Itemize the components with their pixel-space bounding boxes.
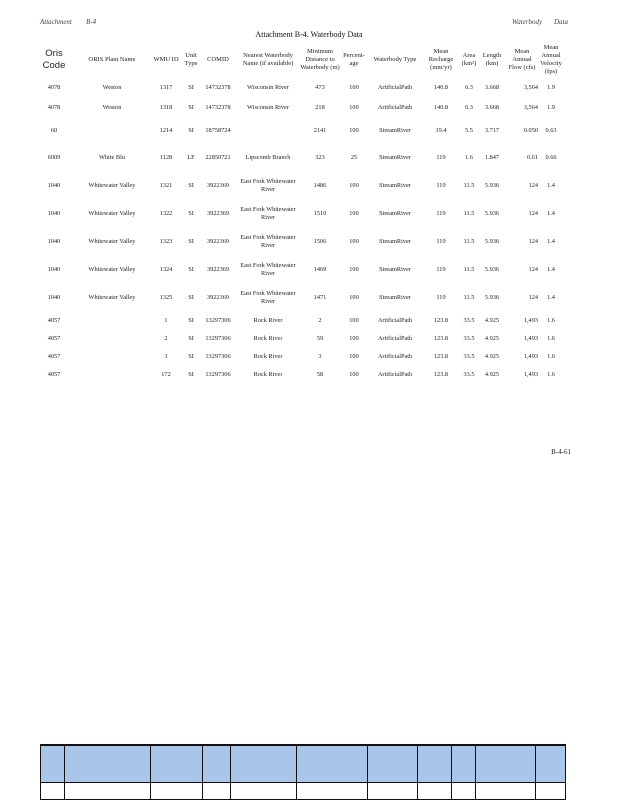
cell-comid: 13297306 [205, 353, 231, 360]
cell-min-distance: 473 [315, 84, 325, 91]
cell-min-distance: 1506 [313, 238, 327, 245]
col-mean-velocity: Mean Annual Velocity (fps) [540, 44, 562, 75]
col-mean-flow: Mean Annual Flow (cfs) [508, 48, 536, 71]
cell-mean-flow: 124 [528, 294, 538, 301]
cell-percentage: 100 [349, 182, 359, 189]
cell-area: 33.5 [463, 317, 475, 324]
cell-mean-flow: 1,493 [523, 353, 538, 360]
cell-wmu-id: 1 [164, 317, 168, 324]
cell-area: 1.6 [465, 154, 473, 161]
header-section-number: B-4 [86, 18, 97, 26]
cell-wmu-id: 1317 [159, 84, 173, 91]
cell-mean-flow: 124 [528, 210, 538, 217]
cell-mean-recharge: 119 [436, 154, 446, 161]
header-cell [297, 745, 367, 783]
cell-length: 4.925 [484, 353, 500, 360]
cell-area: 11.5 [463, 182, 475, 189]
cell-area: 11.5 [463, 238, 475, 245]
cell-mean-velocity: 1.4 [547, 182, 555, 189]
table-row [34, 228, 564, 256]
cell-comid: 3922369 [206, 294, 230, 301]
cell-area: 11.5 [463, 294, 475, 301]
cell-min-distance: 2141 [313, 127, 327, 134]
cell-mean-velocity: 1.4 [547, 266, 555, 273]
cell-length: 3.668 [484, 84, 500, 91]
cell-mean-recharge: 119 [436, 294, 446, 301]
cell-waterbody-type: StreamRiver [379, 210, 411, 217]
cell-unit-type: SI [188, 182, 194, 189]
cell-area: 11.5 [463, 210, 475, 217]
cell-min-distance: 3 [318, 353, 322, 360]
cell-mean-flow: 124 [528, 238, 538, 245]
table-row [34, 98, 564, 118]
cell-plant-name: Whitewater Valley [88, 210, 136, 217]
cell-percentage: 100 [349, 371, 359, 378]
cell-percentage: 100 [349, 266, 359, 273]
cell-min-distance: 1471 [313, 294, 327, 301]
next-table-header-row [41, 745, 566, 783]
table-cell [203, 783, 231, 800]
col-mean-recharge: Mean Recharge (mm/yr) [428, 48, 454, 71]
cell-length: 5.936 [484, 266, 500, 273]
cell-oris-code: 1040 [47, 210, 61, 217]
cell-mean-velocity: 1.6 [547, 335, 555, 342]
cell-wmu-id: 1323 [159, 238, 173, 245]
cell-unit-type: SI [188, 127, 194, 134]
cell-oris-code: 6009 [47, 154, 61, 161]
cell-nearest-waterbody: East Fork Whitewater River [240, 178, 296, 193]
cell-area: 5.5 [465, 127, 473, 134]
cell-nearest-waterbody: Rock River [253, 371, 283, 378]
table-row [34, 284, 564, 312]
cell-mean-recharge: 119 [436, 266, 446, 273]
cell-mean-flow: 124 [528, 266, 538, 273]
cell-length: 5.936 [484, 294, 500, 301]
page-title: Attachment B-4. Waterbody Data [255, 30, 363, 39]
cell-area: 11.5 [463, 266, 475, 273]
cell-waterbody-type: StreamRiver [379, 182, 411, 189]
cell-comid: 3922369 [206, 238, 230, 245]
cell-percentage: 100 [349, 294, 359, 301]
cell-wmu-id: 1321 [159, 182, 173, 189]
cell-nearest-waterbody: East Fork Whitewater River [240, 206, 296, 221]
cell-length: 1.847 [484, 154, 500, 161]
cell-length: 3.668 [484, 104, 500, 111]
cell-mean-recharge: 119 [436, 238, 446, 245]
cell-comid: 18758724 [205, 127, 231, 134]
col-percentage: Percent-age [343, 52, 365, 67]
cell-percentage: 100 [349, 317, 359, 324]
cell-plant-name: White Blu [98, 154, 126, 161]
cell-mean-flow: 1,493 [523, 371, 538, 378]
cell-comid: 13297306 [205, 335, 231, 342]
cell-mean-velocity: 1.6 [547, 317, 555, 324]
col-area: Area (km²) [461, 52, 477, 67]
table-row [34, 118, 564, 144]
cell-mean-flow: 3,564 [523, 84, 538, 91]
col-length: Length (km) [482, 52, 502, 67]
cell-waterbody-type: StreamRiver [379, 238, 411, 245]
table-row [34, 366, 564, 384]
table-row [34, 200, 564, 228]
table-cell [475, 783, 535, 800]
header-cell [475, 745, 535, 783]
cell-waterbody-type: ArtificialPath [377, 84, 413, 91]
cell-mean-recharge: 19.4 [435, 127, 447, 134]
col-plant-name: ORIS Plant Name [88, 56, 136, 63]
cell-comid: 3922369 [206, 266, 230, 273]
cell-nearest-waterbody: Rock River [253, 317, 283, 324]
cell-min-distance: 1486 [313, 182, 327, 189]
header-cell [151, 745, 203, 783]
cell-oris-code: 4057 [47, 335, 61, 342]
table-cell [65, 783, 151, 800]
table-cell [417, 783, 451, 800]
cell-plant-name: Whitewater Valley [88, 266, 136, 273]
cell-waterbody-type: ArtificialPath [377, 317, 413, 324]
cell-plant-name [74, 330, 150, 348]
cell-wmu-id: 172 [161, 371, 171, 378]
cell-mean-velocity: 1.9 [547, 104, 555, 111]
cell-mean-recharge: 123.8 [433, 335, 449, 342]
header-cell [65, 745, 151, 783]
cell-oris-code: 1040 [47, 238, 61, 245]
table-row [34, 312, 564, 330]
cell-area: 33.5 [463, 371, 475, 378]
table-cell [367, 783, 417, 800]
cell-length: 3.717 [484, 127, 500, 134]
cell-unit-type: SI [188, 266, 194, 273]
cell-mean-recharge: 140.8 [433, 104, 449, 111]
cell-mean-recharge: 123.8 [433, 371, 449, 378]
cell-unit-type: SI [188, 238, 194, 245]
cell-wmu-id: 3 [164, 353, 168, 360]
col-comid: COMID [207, 56, 229, 63]
header-cell [417, 745, 451, 783]
cell-wmu-id: 1322 [159, 210, 173, 217]
header-cell [367, 745, 417, 783]
cell-unit-type: SI [188, 104, 194, 111]
cell-plant-name: Whitewater Valley [88, 182, 136, 189]
cell-mean-velocity: 1.9 [547, 84, 555, 91]
cell-oris-code: 4078 [47, 84, 61, 91]
col-nearest-waterbody: Nearest Waterbody Name (if available) [242, 52, 294, 67]
cell-comid: 13297306 [205, 317, 231, 324]
cell-waterbody-type: ArtificialPath [377, 353, 413, 360]
table-cell [41, 783, 65, 800]
cell-area: 33.5 [463, 335, 475, 342]
cell-wmu-id: 1128 [159, 154, 173, 161]
table-cell [297, 783, 367, 800]
cell-mean-flow: 0.050 [523, 127, 538, 134]
cell-length: 5.936 [484, 210, 500, 217]
cell-min-distance: 323 [315, 154, 325, 161]
cell-mean-recharge: 140.8 [433, 84, 449, 91]
cell-oris-code: 4057 [47, 317, 61, 324]
cell-mean-velocity: 1.4 [547, 238, 555, 245]
cell-mean-recharge: 119 [436, 182, 446, 189]
table-header-row [34, 42, 564, 78]
cell-unit-type: SI [188, 371, 194, 378]
cell-length: 4.925 [484, 371, 500, 378]
cell-percentage: 25 [350, 154, 358, 161]
cell-mean-recharge: 123.8 [433, 317, 449, 324]
cell-length: 4.925 [484, 335, 500, 342]
cell-oris-code: 4057 [47, 371, 61, 378]
cell-length: 5.936 [484, 238, 500, 245]
table-row [34, 256, 564, 284]
cell-unit-type: SI [188, 210, 194, 217]
cell-mean-recharge: 119 [436, 210, 446, 217]
cell-oris-code: 60 [50, 127, 58, 134]
cell-comid: 3922369 [206, 210, 230, 217]
cell-waterbody-type: StreamRiver [379, 266, 411, 273]
cell-oris-code: 1040 [47, 182, 61, 189]
cell-mean-flow: 0.61 [526, 154, 538, 161]
cell-nearest-waterbody: Lipscomb Branch [245, 154, 291, 161]
next-table-fragment [40, 744, 566, 800]
cell-nearest-waterbody [236, 118, 300, 144]
cell-waterbody-type: ArtificialPath [377, 371, 413, 378]
cell-nearest-waterbody: Wisconsin River [247, 104, 289, 111]
cell-waterbody-type: StreamRiver [379, 127, 411, 134]
cell-plant-name: Whitewater Valley [88, 294, 136, 301]
waterbody-data-table [34, 42, 564, 384]
cell-mean-velocity: 0.66 [545, 154, 557, 161]
cell-waterbody-type: ArtificialPath [377, 335, 413, 342]
cell-comid: 14732378 [205, 104, 231, 111]
col-unit-type: Unit Type [184, 52, 198, 67]
cell-comid: 14732378 [205, 84, 231, 91]
cell-percentage: 100 [349, 238, 359, 245]
table-row [34, 144, 564, 172]
cell-length: 4.925 [484, 317, 500, 324]
cell-mean-flow: 1,493 [523, 335, 538, 342]
cell-mean-velocity: 1.6 [547, 371, 555, 378]
cell-plant-name [74, 312, 150, 330]
cell-unit-type: LF [187, 154, 195, 161]
cell-area: 6.3 [465, 84, 473, 91]
cell-nearest-waterbody: East Fork Whitewater River [240, 290, 296, 305]
cell-min-distance: 1469 [313, 266, 327, 273]
cell-oris-code: 4078 [47, 104, 61, 111]
cell-nearest-waterbody: East Fork Whitewater River [240, 262, 296, 277]
cell-wmu-id: 2 [164, 335, 168, 342]
cell-plant-name: Weston [102, 84, 122, 91]
cell-unit-type: SI [188, 294, 194, 301]
cell-length: 5.936 [484, 182, 500, 189]
cell-mean-velocity: 1.4 [547, 294, 555, 301]
cell-mean-velocity: 0.63 [545, 127, 557, 134]
cell-mean-flow: 3,564 [523, 104, 538, 111]
header-cell [203, 745, 231, 783]
cell-unit-type: SI [188, 317, 194, 324]
header-topic-sublabel: Data [554, 18, 568, 26]
cell-nearest-waterbody: East Fork Whitewater River [240, 234, 296, 249]
cell-min-distance: 1510 [313, 210, 327, 217]
header-cell [451, 745, 475, 783]
cell-plant-name [74, 366, 150, 384]
table-cell [535, 783, 565, 800]
cell-waterbody-type: StreamRiver [379, 294, 411, 301]
cell-oris-code: 1040 [47, 294, 61, 301]
cell-plant-name: Whitewater Valley [88, 238, 136, 245]
cell-comid: 3922369 [206, 182, 230, 189]
col-oris-code: Oris Code [42, 48, 66, 71]
table-cell [451, 783, 475, 800]
cell-percentage: 100 [349, 84, 359, 91]
header-cell [535, 745, 565, 783]
table-row [34, 78, 564, 98]
col-waterbody-type: Waterbody Type [373, 56, 417, 63]
cell-oris-code: 1040 [47, 266, 61, 273]
cell-mean-velocity: 1.6 [547, 353, 555, 360]
cell-min-distance: 58 [316, 371, 324, 378]
cell-percentage: 100 [349, 210, 359, 217]
cell-unit-type: SI [188, 84, 194, 91]
cell-nearest-waterbody: Rock River [253, 353, 283, 360]
table-cell [151, 783, 203, 800]
header-section-label: Attachment [40, 18, 72, 26]
table-row [34, 172, 564, 200]
cell-percentage: 100 [349, 335, 359, 342]
cell-waterbody-type: StreamRiver [379, 154, 411, 161]
cell-wmu-id: 1324 [159, 266, 173, 273]
header-cell [41, 745, 65, 783]
cell-min-distance: 59 [316, 335, 324, 342]
cell-min-distance: 218 [315, 104, 325, 111]
header-topic-label: Waterbody [512, 18, 543, 26]
cell-mean-velocity: 1.4 [547, 210, 555, 217]
cell-min-distance: 2 [318, 317, 322, 324]
cell-percentage: 100 [349, 127, 359, 134]
page-number: B-4-61 [551, 448, 571, 456]
col-wmu-id: WMU ID [153, 56, 179, 63]
cell-area: 33.5 [463, 353, 475, 360]
cell-mean-flow: 124 [528, 182, 538, 189]
next-table-row [41, 783, 566, 800]
cell-oris-code: 4057 [47, 353, 61, 360]
cell-unit-type: SI [188, 353, 194, 360]
header-cell [231, 745, 297, 783]
cell-comid: 13297306 [205, 371, 231, 378]
cell-wmu-id: 1325 [159, 294, 173, 301]
table-row [34, 348, 564, 366]
cell-mean-flow: 1,493 [523, 317, 538, 324]
cell-wmu-id: 1214 [159, 127, 173, 134]
table-cell [231, 783, 297, 800]
cell-percentage: 100 [349, 353, 359, 360]
cell-plant-name [74, 118, 150, 144]
cell-percentage: 100 [349, 104, 359, 111]
cell-unit-type: SI [188, 335, 194, 342]
cell-wmu-id: 1318 [159, 104, 173, 111]
cell-nearest-waterbody: Wisconsin River [247, 84, 289, 91]
cell-plant-name: Weston [102, 104, 122, 111]
cell-nearest-waterbody: Rock River [253, 335, 283, 342]
col-min-distance: Minimum Distance to Waterbody (m) [300, 48, 340, 71]
cell-area: 6.3 [465, 104, 473, 111]
cell-comid: 22850721 [205, 154, 231, 161]
cell-waterbody-type: ArtificialPath [377, 104, 413, 111]
table-row [34, 330, 564, 348]
cell-mean-recharge: 123.8 [433, 353, 449, 360]
cell-plant-name [74, 348, 150, 366]
